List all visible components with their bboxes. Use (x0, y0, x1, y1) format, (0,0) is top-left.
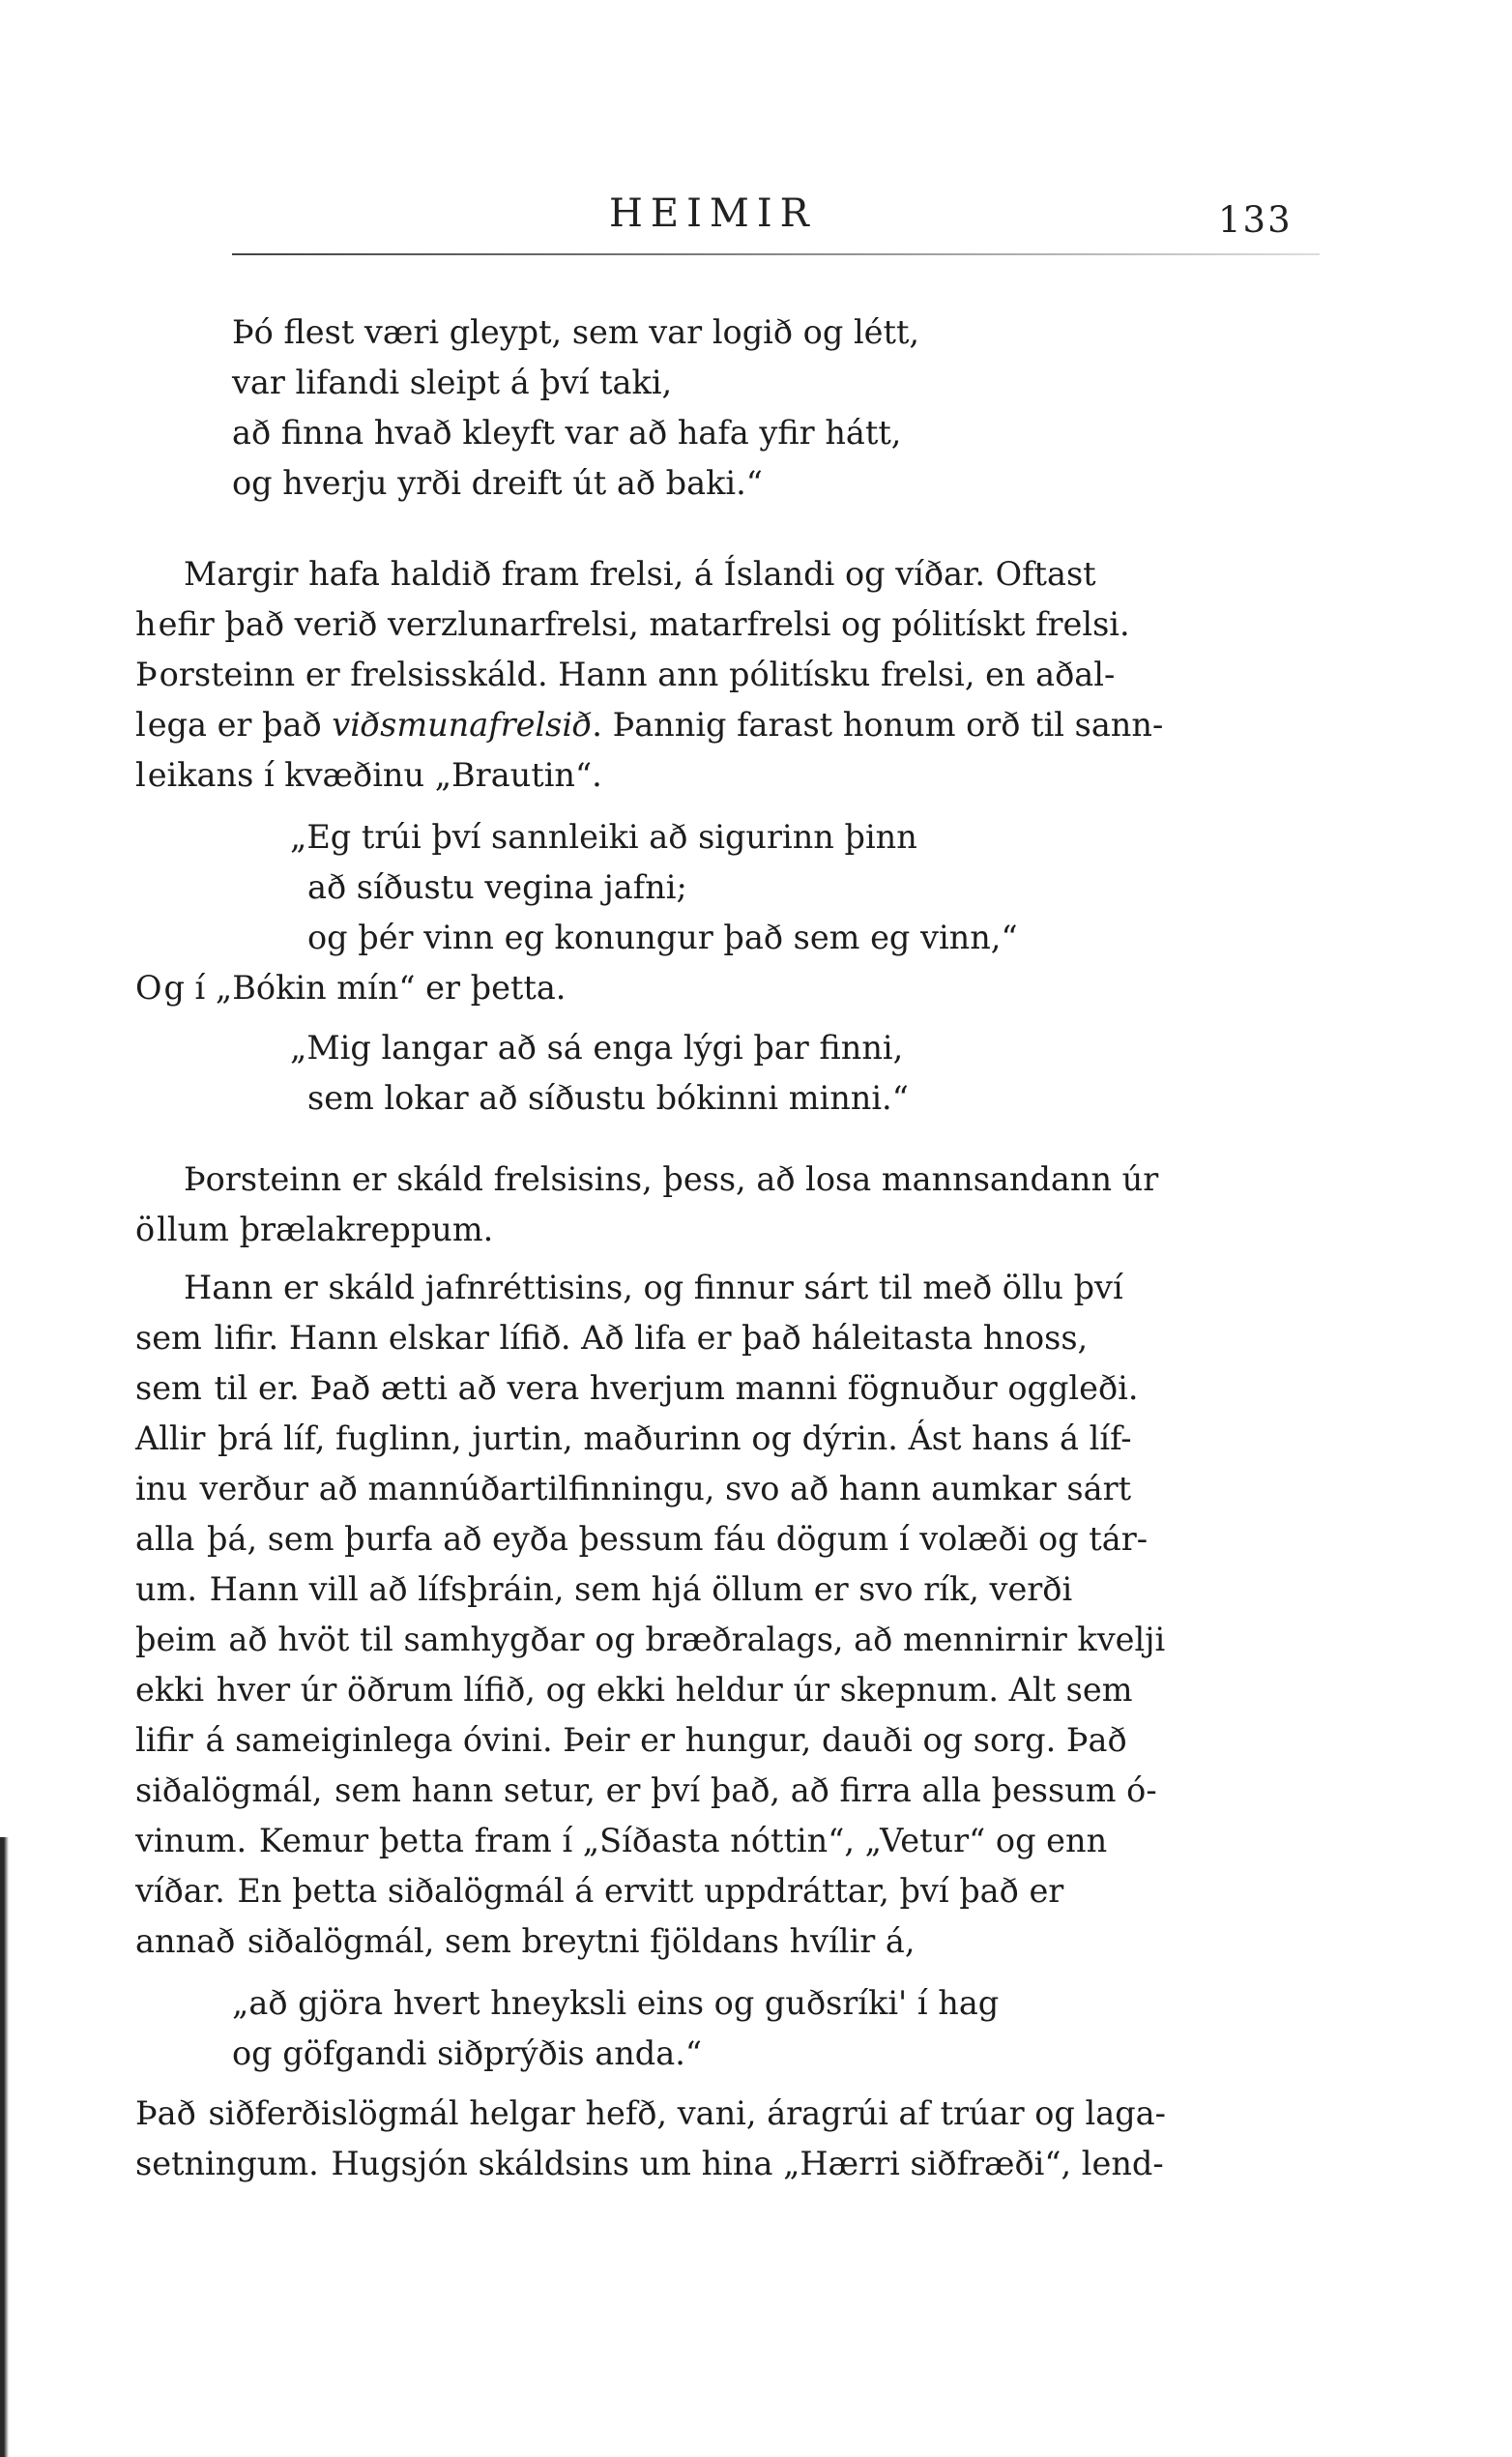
text-line: setningum. Hugsjón skáldsins um hina „Hærri siðfræði“, lend- (135, 2145, 1164, 2182)
text-line: Margir hafa haldið fram frelsi, á Íslandi og víðar. Oftast (184, 555, 1096, 593)
verse-line: að finna hvað kleyft var að hafa yfir hátt, (232, 414, 902, 452)
running-head: HEIMIR (609, 191, 817, 236)
verse-line: og hverju yrði dreift út að baki.“ (232, 464, 763, 502)
verse-line: „Mig langar að sá enga lýgi þar finni, (290, 1029, 904, 1067)
text-line: um. Hann vill að lífsþráin, sem hjá öllum er svo rík, verði (135, 1570, 1073, 1608)
verse-line: að síðustu vegina jafni; (307, 868, 687, 906)
text-line: ekki hver úr öðrum lífið, og ekki heldur úr skepnum. Alt sem (135, 1671, 1133, 1709)
text-line: siðalögmál, sem hann setur, er því það, að firra alla þessum ó- (135, 1771, 1157, 1809)
text-line: Þorsteinn er skáld frelsisins, þess, að losa mannsandann úr (184, 1160, 1159, 1198)
text-line: Þorsteinn er frelsisskáld. Hann ann pólitísku frelsi, en aðal- (135, 656, 1116, 693)
text-line: þeim að hvöt til samhygðar og bræðralags, að mennirnir kvelji (135, 1621, 1166, 1658)
verse-line: var lifandi sleipt á því taki, (232, 364, 673, 401)
text-line: öllum þrælakreppum. (135, 1211, 494, 1248)
text-line: hefir það verið verzlunarfrelsi, matarfrelsi og pólitískt frelsi. (135, 605, 1130, 643)
text-line: víðar. En þetta siðalögmál á ervitt uppdráttar, því það er (135, 1872, 1064, 1910)
text-line: inu verður að mannúðartilfinningu, svo að hann aumkar sárt (135, 1470, 1132, 1507)
text-line: sem til er. Það ætti að vera hverjum manni fögnuður oggleði. (135, 1369, 1139, 1407)
text-line: Og í „Bókin mín“ er þetta. (135, 969, 567, 1007)
text-line: leikans í kvæðinu „Brautin“. (135, 756, 602, 794)
scan-edge-shadow (0, 1837, 14, 2457)
text-line: sem lifir. Hann elskar lífið. Að lifa er það háleitasta hnoss, (135, 1319, 1089, 1357)
page-number: 133 (1218, 199, 1293, 241)
header-rule (232, 253, 1320, 255)
text-line: Allir þrá líf, fuglinn, jurtin, maðurinn og dýrin. Ást hans á líf- (135, 1419, 1132, 1457)
text-line: annað siðalögmál, sem breytni fjöldans hvílir á, (135, 1922, 916, 1960)
text-line: Hann er skáld jafnréttisins, og finnur sárt til með öllu því (184, 1269, 1123, 1306)
verse-line: sem lokar að síðustu bókinni minni.“ (307, 1079, 909, 1117)
verse-line: „Eg trúi því sannleiki að sigurinn þinn (290, 818, 917, 856)
verse-line: og göfgandi siðprýðis anda.“ (232, 2034, 702, 2072)
text-line: Það siðferðislögmál helgar hefð, vani, áragrúi af trúar og laga- (135, 2094, 1166, 2132)
text-line: lifir á sameiginlega óvini. Þeir er hungur, dauði og sorg. Það (135, 1721, 1127, 1759)
verse-line: og þér vinn eg konungur það sem eg vinn,“ (307, 919, 1018, 956)
text-line: alla þá, sem þurfa að eyða þessum fáu dögum í volæði og tár- (135, 1520, 1149, 1558)
verse-line: Þó flest væri gleypt, sem var logið og létt, (232, 313, 920, 351)
verse-line: „að gjöra hvert hneyksli eins og guðsríki' í hag (232, 1984, 1000, 2022)
italic-term: viðsmunafrelsið (332, 706, 593, 744)
text-line: vinum. Kemur þetta fram í „Síðasta nóttin“, „Vetur“ og enn (135, 1822, 1108, 1859)
text-line: lega er það viðsmunafrelsið. Þannig farast honum orð til sann- (135, 706, 1164, 744)
